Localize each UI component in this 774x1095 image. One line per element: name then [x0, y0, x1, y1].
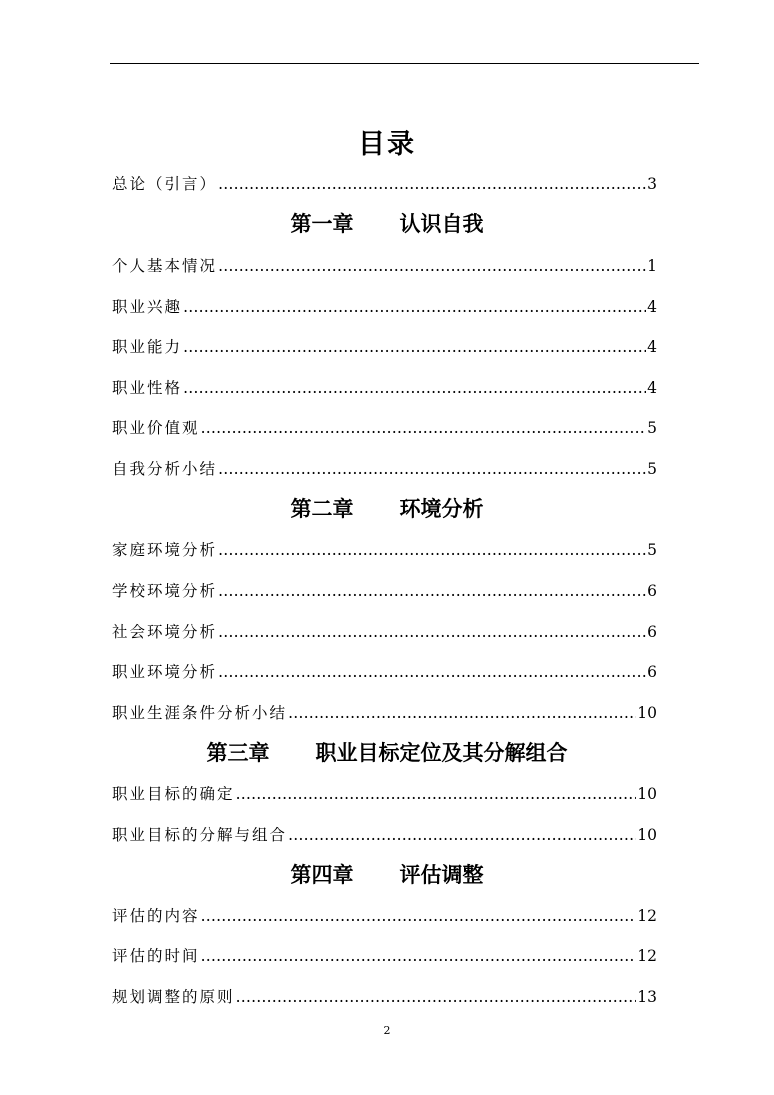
toc-entry[interactable] [112, 414, 657, 438]
toc-entry-label: 职业目标的分解与组合 [112, 826, 288, 844]
chapter-name: 职业目标定位及其分解组合 [315, 741, 568, 765]
toc-entry-label: 职业生涯条件分析小结 [112, 704, 288, 722]
toc-entry[interactable] [112, 658, 657, 682]
toc-entry-page: 10 [637, 826, 657, 844]
dot-leader [218, 540, 646, 560]
toc-entry-page: 4 [647, 338, 657, 356]
chapter-number: 第一章 [290, 212, 354, 236]
toc-entry-page: 12 [637, 947, 657, 965]
toc-entry-label: 职业能力 [112, 338, 183, 356]
toc-entry-page: 1 [647, 257, 657, 275]
toc-entry-page: 4 [647, 298, 657, 316]
chapter-number: 第三章 [206, 741, 270, 765]
dot-leader [218, 622, 646, 642]
toc-entry-label: 职业性格 [112, 379, 183, 397]
toc-entry-page: 3 [647, 175, 657, 193]
dot-leader [218, 662, 646, 682]
dot-leader [218, 174, 646, 194]
toc-entry-label: 总论（引言） [112, 175, 218, 193]
toc-entry-page: 12 [637, 907, 657, 925]
dot-leader [218, 459, 646, 479]
toc-entry-page: 10 [637, 785, 657, 803]
chapter-name: 认识自我 [399, 212, 484, 236]
toc-entry[interactable] [112, 780, 657, 804]
chapter-name: 环境分析 [399, 497, 484, 521]
dot-leader [218, 256, 646, 276]
chapter-heading-2 [0, 493, 774, 523]
dot-leader [288, 703, 636, 723]
toc-entry[interactable] [112, 374, 657, 398]
toc-entry-page: 10 [637, 704, 657, 722]
toc-entry-intro[interactable] [112, 170, 657, 194]
toc-entry-page: 6 [647, 623, 657, 641]
chapter-name: 评估调整 [399, 863, 484, 887]
toc-entry-page: 6 [647, 663, 657, 681]
toc-entry-label: 评估的内容 [112, 907, 200, 925]
dot-leader [236, 987, 637, 1007]
dot-leader [288, 825, 636, 845]
toc-entry-label: 规划调整的原则 [112, 988, 235, 1006]
toc-title: 目录 [358, 129, 416, 160]
chapter-heading-3 [0, 737, 774, 767]
toc-entry-page: 13 [637, 988, 657, 1006]
toc-entry-label: 学校环境分析 [112, 582, 218, 600]
toc-entry[interactable] [112, 618, 657, 642]
chapter-number: 第四章 [290, 863, 354, 887]
chapter-number: 第二章 [290, 497, 354, 521]
toc-entry-page: 6 [647, 582, 657, 600]
dot-leader [218, 581, 646, 601]
toc-entry-label: 职业目标的确定 [112, 785, 235, 803]
dot-leader [183, 378, 646, 398]
toc-entry[interactable] [112, 536, 657, 560]
toc-entry-label: 职业价值观 [112, 419, 200, 437]
toc-entry-label: 家庭环境分析 [112, 541, 218, 559]
toc-entry-page: 5 [647, 541, 657, 559]
toc-entry[interactable] [112, 577, 657, 601]
toc-entry[interactable] [112, 821, 657, 845]
dot-leader [183, 297, 646, 317]
header-rule [110, 63, 699, 64]
toc-entry[interactable] [112, 942, 657, 966]
toc-entry-label: 评估的时间 [112, 947, 200, 965]
dot-leader [236, 784, 637, 804]
toc-entry[interactable] [112, 699, 657, 723]
toc-entry[interactable] [112, 252, 657, 276]
toc-entry[interactable] [112, 455, 657, 479]
toc-entry[interactable] [112, 902, 657, 926]
dot-leader [201, 418, 647, 438]
chapter-heading-4 [0, 859, 774, 889]
toc-entry-page: 5 [647, 419, 657, 437]
toc-entry[interactable] [112, 983, 657, 1007]
toc-entry-label: 自我分析小结 [112, 460, 218, 478]
toc-entry-page: 5 [647, 460, 657, 478]
dot-leader [201, 946, 637, 966]
toc-entry-label: 职业环境分析 [112, 663, 218, 681]
toc-entry-label: 职业兴趣 [112, 298, 183, 316]
toc-entry-label: 个人基本情况 [112, 257, 218, 275]
toc-entry[interactable] [112, 333, 657, 357]
page-number: 2 [383, 1024, 391, 1037]
dot-leader [183, 337, 646, 357]
dot-leader [201, 906, 637, 926]
toc-entry[interactable] [112, 293, 657, 317]
chapter-heading-1 [0, 208, 774, 238]
toc-entry-label: 社会环境分析 [112, 623, 218, 641]
toc-entry-page: 4 [647, 379, 657, 397]
